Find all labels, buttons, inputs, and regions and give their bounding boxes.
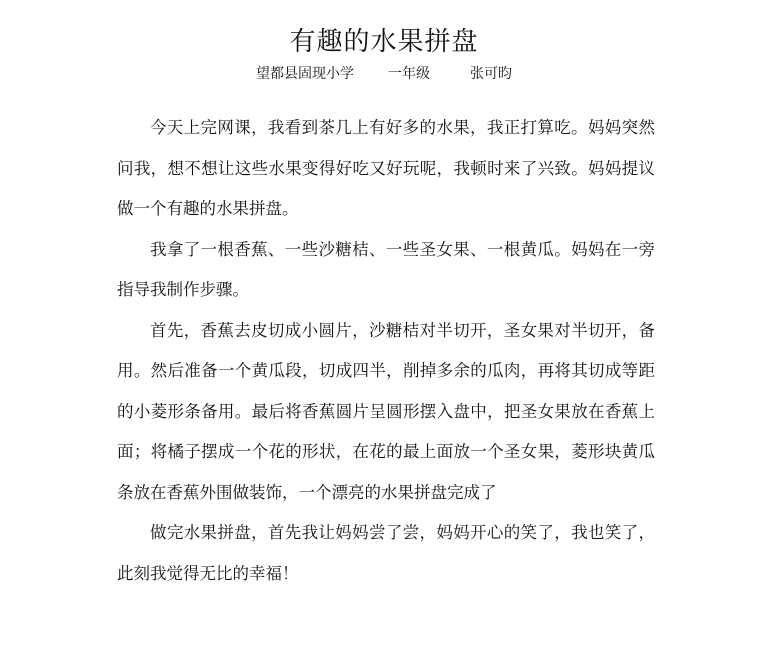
- paragraph-4: 做完水果拼盘，首先我让妈妈尝了尝，妈妈开心的笑了，我也笑了，此刻我觉得无比的幸福！: [117, 523, 655, 583]
- author-name: 张可昀: [470, 66, 512, 82]
- paragraph-2: 我拿了一根香蕉、一些沙糖桔、一些圣女果、一根黄瓜。妈妈在一旁指导我制作步骤。: [117, 239, 655, 299]
- school-name: 望都县固现小学: [256, 66, 354, 82]
- essay-body: [117, 108, 655, 594]
- paragraph-3: 首先，香蕉去皮切成小圆片，沙糖桔对半切开，圣女果对半切开，备用。然后准备一个黄瓜段，切成四半，削掉多余的瓜肉，再将其切成等距的小菱形条备用。最后将香蕉圆片呈圆形摆入盘中，把圣女果放在香蕉上面；将橘子摆成一个花的形状，在花的最上面放一个圣女果，菱形块黄瓜条放在香蕉外围做装饰，一个漂亮的水果拼盘完成了: [117, 320, 655, 502]
- page-title: 有趣的水果拼盘: [289, 27, 479, 57]
- byline: [0, 64, 768, 84]
- grade-label: 一年级: [388, 66, 430, 82]
- paragraph-1: 今天上完网课，我看到茶几上有好多的水果，我正打算吃。妈妈突然问我，想不想让这些水果变得好吃又好玩呢，我顿时来了兴致。妈妈提议做一个有趣的水果拼盘。: [117, 118, 655, 218]
